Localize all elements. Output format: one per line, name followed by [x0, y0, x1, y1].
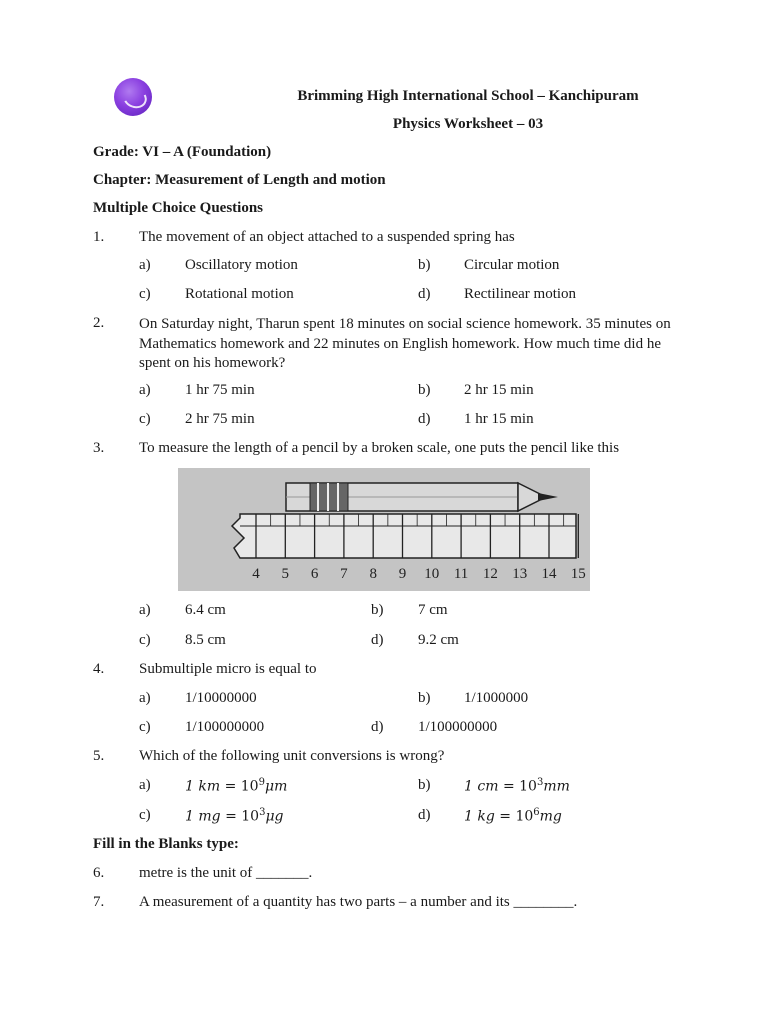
pencil-ruler-figure: [178, 468, 590, 591]
ruler-tick-labels: [252, 566, 586, 582]
option-text: 1/100000000: [185, 719, 265, 735]
option-label: a): [139, 602, 151, 618]
option-label: d): [418, 286, 431, 302]
option-label: c): [139, 632, 151, 648]
question-number: 3.: [93, 440, 105, 456]
option-label: c): [139, 719, 151, 735]
option-text: 1/100000000: [418, 719, 498, 735]
ruler-tick-label: 8: [369, 566, 377, 582]
option-label: a): [139, 382, 151, 398]
option-text: 1/10000000: [185, 690, 257, 706]
question-number: 2.: [93, 315, 105, 331]
option-text: 8.5 cm: [185, 632, 226, 648]
question-text: The movement of an object attached to a suspended spring has: [139, 229, 515, 245]
ruler-tick-label: 7: [340, 566, 348, 582]
option-label: b): [418, 382, 431, 398]
option-label: b): [418, 690, 431, 706]
fill-section-heading: Fill in the Blanks type:: [93, 836, 239, 852]
question-number: 1.: [93, 229, 105, 245]
grade-label: Grade: VI – A (Foundation): [93, 144, 272, 160]
option-text: 1 hr 75 min: [185, 382, 255, 398]
option-text: 7 cm: [418, 602, 448, 618]
option-text: Rotational motion: [185, 286, 294, 302]
question-number: 5.: [93, 748, 105, 764]
option-equation: 1 km = $10^9\mu m$: [185, 777, 288, 795]
option-text: 1/1000000: [464, 690, 529, 706]
ruler-tick-label: 15: [570, 566, 586, 582]
option-label: d): [371, 632, 384, 648]
question-number: 7.: [93, 894, 105, 910]
option-equation: 1 mg = $10^3\mu g$: [185, 807, 284, 825]
question-text: metre is the unit of _______.: [139, 865, 313, 881]
option-equation: 1 kg = $10^6mg$: [464, 807, 562, 825]
option-text: 1 hr 15 min: [464, 411, 534, 427]
option-text: 2 hr 15 min: [464, 382, 534, 398]
option-label: b): [418, 257, 431, 273]
option-equation: 1 cm = $10^3mm$: [464, 777, 570, 795]
option-text: 9.2 cm: [418, 632, 459, 648]
question-text: A measurement of a quantity has two parts – a number and its ________.: [139, 894, 578, 910]
ruler-tick-label: 4: [252, 566, 260, 582]
question-number: 6.: [93, 865, 105, 881]
pencil-ruler-illustration: [178, 468, 590, 591]
option-text: 2 hr 75 min: [185, 411, 255, 427]
option-label: a): [139, 690, 151, 706]
option-label: d): [418, 807, 431, 823]
option-text: 6.4 cm: [185, 602, 226, 618]
chapter-label: Chapter: Measurement of Length and motion: [93, 172, 386, 188]
ruler-tick-label: 14: [541, 566, 557, 582]
ruler-tick-label: 11: [453, 566, 469, 582]
ruler-tick-label: 12: [482, 566, 498, 582]
option-label: a): [139, 777, 151, 793]
ruler-tick-label: 5: [281, 566, 290, 582]
ruler-tick-label: 9: [398, 566, 407, 582]
question-text: To measure the length of a pencil by a broken scale, one puts the pencil like this: [139, 440, 620, 456]
option-text: Oscillatory motion: [185, 257, 298, 273]
school-name: Brimming High International School – Kanchipuram: [297, 88, 639, 104]
ruler-tick-label: 6: [310, 566, 319, 582]
option-label: a): [139, 257, 151, 273]
option-text: Rectilinear motion: [464, 286, 577, 302]
option-label: c): [139, 807, 151, 823]
option-label: b): [371, 602, 384, 618]
option-label: c): [139, 411, 151, 427]
option-label: d): [418, 411, 431, 427]
option-text: Circular motion: [464, 257, 560, 273]
option-label: c): [139, 286, 151, 302]
ruler-tick-label: 13: [512, 566, 528, 582]
option-label: d): [371, 719, 384, 735]
question-text: On Saturday night, Tharun spent 18 minutes on social science homework. 35 minutes on Mathematics homework and 22 minutes on English homework. How much time did he spent on his homework?: [139, 316, 671, 371]
option-label: b): [418, 777, 431, 793]
mcq-section-heading: Multiple Choice Questions: [93, 200, 264, 216]
worksheet-title: Physics Worksheet – 03: [392, 116, 544, 132]
question-text: Submultiple micro is equal to: [139, 661, 317, 677]
broken-ruler: [232, 514, 576, 558]
question-text: Which of the following unit conversions is wrong?: [139, 748, 445, 764]
ruler-tick-label: 10: [424, 566, 440, 582]
question-number: 4.: [93, 661, 105, 677]
pencil-icon: [286, 483, 558, 511]
